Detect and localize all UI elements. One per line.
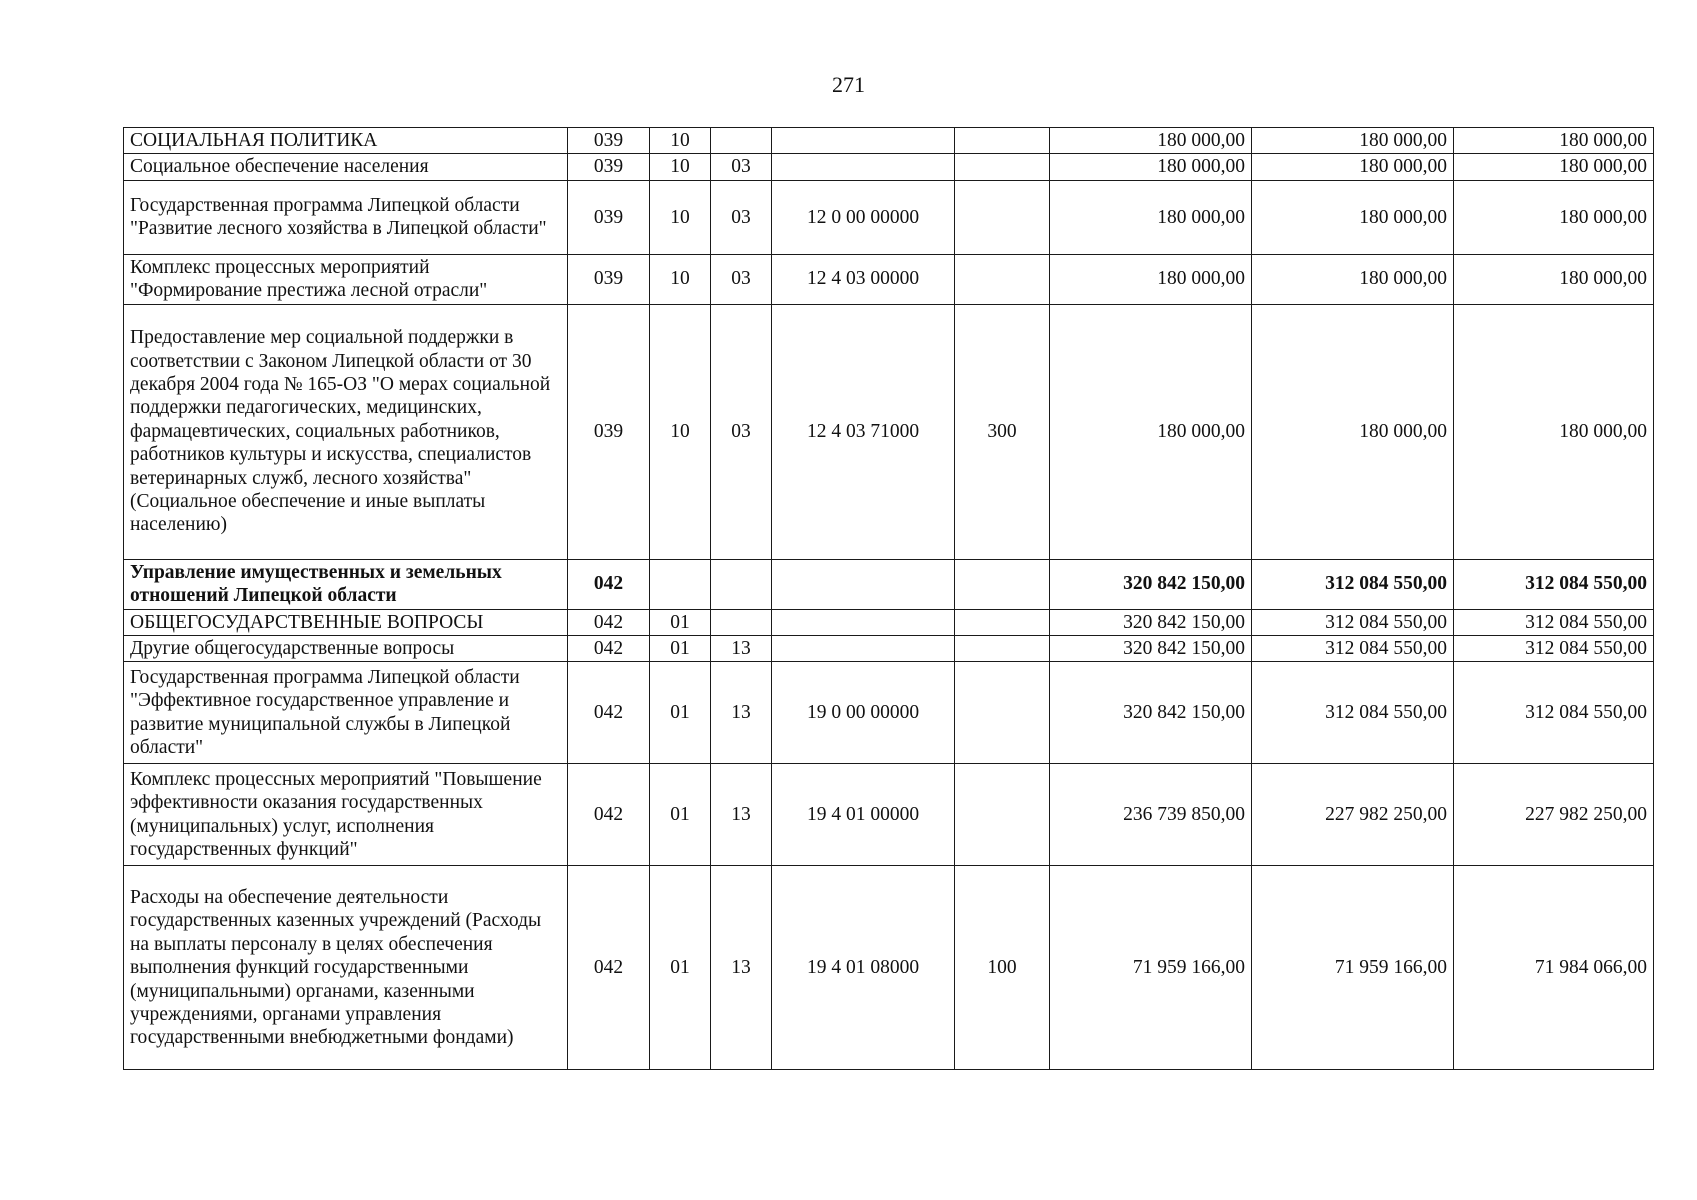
table-row <box>124 128 1654 154</box>
row-expense-type <box>955 559 1050 609</box>
table-row <box>124 180 1654 254</box>
row-amount-year2: 312 084 550,00 <box>1252 609 1454 635</box>
table-row <box>124 609 1654 635</box>
row-amount-year3: 180 000,00 <box>1454 304 1654 559</box>
row-target-code: 12 0 00 00000 <box>772 180 955 254</box>
row-name: Комплекс процессных мероприятий "Формирование престижа лесной отрасли" <box>124 254 568 304</box>
row-amount-year2: 180 000,00 <box>1252 180 1454 254</box>
row-amount-year1: 180 000,00 <box>1050 180 1252 254</box>
table-body <box>124 128 1654 1070</box>
row-target-code <box>772 635 955 661</box>
row-amount-year3: 312 084 550,00 <box>1454 559 1654 609</box>
row-amount-year2: 180 000,00 <box>1252 154 1454 180</box>
row-subsection-code: 03 <box>711 254 772 304</box>
row-section-code: 10 <box>650 254 711 304</box>
row-name: Расходы на обеспечение деятельности государственных казенных учреждений (Расходы на выплаты персоналу в целях обеспечения выполнения функций государственными (муниципальными) органами, казенными учреждениями, органами управления государственными внебюджетными фондами) <box>124 866 568 1070</box>
row-amount-year2: 180 000,00 <box>1252 254 1454 304</box>
table-row <box>124 764 1654 866</box>
row-amount-year3: 312 084 550,00 <box>1454 635 1654 661</box>
table-row <box>124 254 1654 304</box>
row-admin-code: 042 <box>568 764 650 866</box>
row-amount-year3: 312 084 550,00 <box>1454 609 1654 635</box>
row-amount-year2: 180 000,00 <box>1252 304 1454 559</box>
row-amount-year3: 180 000,00 <box>1454 254 1654 304</box>
row-amount-year3: 312 084 550,00 <box>1454 662 1654 764</box>
row-amount-year2: 227 982 250,00 <box>1252 764 1454 866</box>
row-target-code: 12 4 03 71000 <box>772 304 955 559</box>
row-section-code: 01 <box>650 662 711 764</box>
row-expense-type: 100 <box>955 866 1050 1070</box>
row-subsection-code <box>711 609 772 635</box>
row-amount-year1: 180 000,00 <box>1050 304 1252 559</box>
table-row <box>124 662 1654 764</box>
row-expense-type <box>955 635 1050 661</box>
row-name: ОБЩЕГОСУДАРСТВЕННЫЕ ВОПРОСЫ <box>124 609 568 635</box>
row-admin-code: 042 <box>568 559 650 609</box>
row-target-code <box>772 154 955 180</box>
row-section-code: 10 <box>650 154 711 180</box>
row-amount-year1: 320 842 150,00 <box>1050 559 1252 609</box>
row-admin-code: 039 <box>568 154 650 180</box>
row-section-code: 01 <box>650 764 711 866</box>
row-section-code: 01 <box>650 609 711 635</box>
row-amount-year3: 227 982 250,00 <box>1454 764 1654 866</box>
row-section-code: 10 <box>650 304 711 559</box>
row-name: Управление имущественных и земельных отношений Липецкой области <box>124 559 568 609</box>
row-subsection-code: 03 <box>711 180 772 254</box>
row-amount-year1: 180 000,00 <box>1050 128 1252 154</box>
row-amount-year1: 71 959 166,00 <box>1050 866 1252 1070</box>
row-admin-code: 039 <box>568 180 650 254</box>
row-target-code <box>772 559 955 609</box>
row-admin-code: 042 <box>568 866 650 1070</box>
row-target-code: 12 4 03 00000 <box>772 254 955 304</box>
row-expense-type <box>955 764 1050 866</box>
row-target-code: 19 0 00 00000 <box>772 662 955 764</box>
row-expense-type <box>955 154 1050 180</box>
row-name: СОЦИАЛЬНАЯ ПОЛИТИКА <box>124 128 568 154</box>
row-target-code <box>772 609 955 635</box>
row-subsection-code: 13 <box>711 635 772 661</box>
row-subsection-code: 13 <box>711 662 772 764</box>
row-amount-year2: 312 084 550,00 <box>1252 662 1454 764</box>
row-expense-type <box>955 662 1050 764</box>
row-section-code: 01 <box>650 635 711 661</box>
table-row <box>124 866 1654 1070</box>
row-section-code: 10 <box>650 180 711 254</box>
row-subsection-code <box>711 559 772 609</box>
row-amount-year1: 320 842 150,00 <box>1050 635 1252 661</box>
row-name: Социальное обеспечение населения <box>124 154 568 180</box>
budget-table <box>123 127 1654 1070</box>
row-name: Другие общегосударственные вопросы <box>124 635 568 661</box>
row-expense-type <box>955 254 1050 304</box>
row-name: Предоставление мер социальной поддержки в соответствии с Законом Липецкой области от 30 декабря 2004 года № 165-ОЗ "О мерах социальной поддержки педагогических, медицинских, фармацевтических, социальных работников, работников культуры и искусства, специалистов ветеринарных служб, лесного хозяйства" (Социальное обеспечение и иные выплаты населению) <box>124 304 568 559</box>
table-row <box>124 154 1654 180</box>
row-section-code <box>650 559 711 609</box>
row-expense-type <box>955 128 1050 154</box>
row-admin-code: 042 <box>568 662 650 764</box>
row-amount-year2: 71 959 166,00 <box>1252 866 1454 1070</box>
row-amount-year2: 312 084 550,00 <box>1252 559 1454 609</box>
row-target-code: 19 4 01 00000 <box>772 764 955 866</box>
row-amount-year2: 180 000,00 <box>1252 128 1454 154</box>
row-expense-type <box>955 609 1050 635</box>
row-subsection-code: 13 <box>711 866 772 1070</box>
row-section-code: 10 <box>650 128 711 154</box>
row-target-code: 19 4 01 08000 <box>772 866 955 1070</box>
row-admin-code: 039 <box>568 254 650 304</box>
table-row <box>124 559 1654 609</box>
row-subsection-code <box>711 128 772 154</box>
row-admin-code: 042 <box>568 635 650 661</box>
table-row <box>124 635 1654 661</box>
row-name: Комплекс процессных мероприятий "Повышение эффективности оказания государственных (муниципальных) услуг, исполнения государственных функций" <box>124 764 568 866</box>
row-amount-year1: 320 842 150,00 <box>1050 609 1252 635</box>
row-amount-year1: 320 842 150,00 <box>1050 662 1252 764</box>
row-subsection-code: 03 <box>711 154 772 180</box>
row-name: Государственная программа Липецкой области "Развитие лесного хозяйства в Липецкой области" <box>124 180 568 254</box>
row-subsection-code: 13 <box>711 764 772 866</box>
row-admin-code: 039 <box>568 304 650 559</box>
row-amount-year3: 180 000,00 <box>1454 154 1654 180</box>
row-amount-year2: 312 084 550,00 <box>1252 635 1454 661</box>
row-name: Государственная программа Липецкой области "Эффективное государственное управление и развитие муниципальной службы в Липецкой области" <box>124 662 568 764</box>
row-amount-year1: 180 000,00 <box>1050 154 1252 180</box>
row-expense-type: 300 <box>955 304 1050 559</box>
page-number: 271 <box>832 72 865 97</box>
row-section-code: 01 <box>650 866 711 1070</box>
row-amount-year1: 180 000,00 <box>1050 254 1252 304</box>
row-expense-type <box>955 180 1050 254</box>
row-admin-code: 039 <box>568 128 650 154</box>
table-row <box>124 304 1654 559</box>
row-amount-year3: 71 984 066,00 <box>1454 866 1654 1070</box>
row-subsection-code: 03 <box>711 304 772 559</box>
row-amount-year1: 236 739 850,00 <box>1050 764 1252 866</box>
row-target-code <box>772 128 955 154</box>
row-amount-year3: 180 000,00 <box>1454 180 1654 254</box>
row-admin-code: 042 <box>568 609 650 635</box>
row-amount-year3: 180 000,00 <box>1454 128 1654 154</box>
